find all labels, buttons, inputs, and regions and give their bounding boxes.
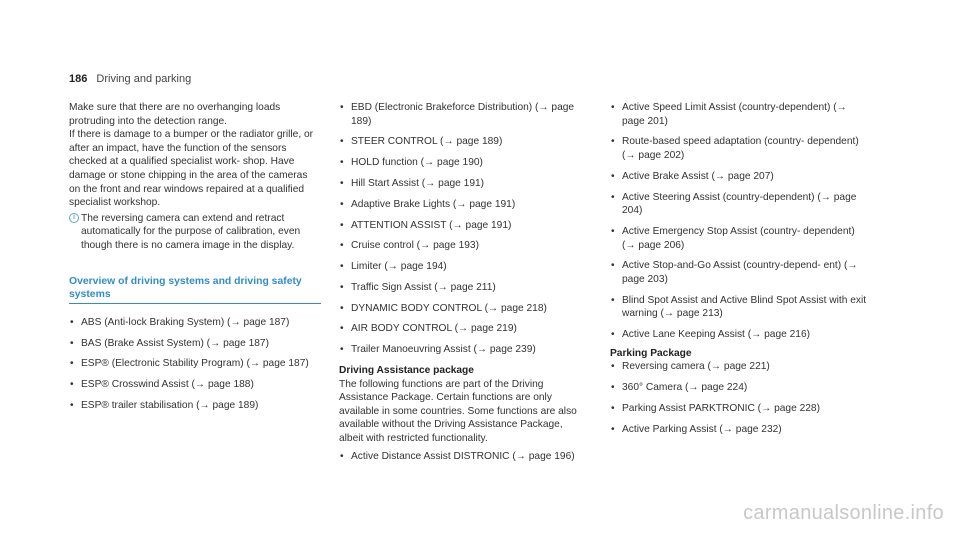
subsection-heading: Driving Assistance package [339,364,474,376]
list-item: • ABS (Anti-lock Braking System) (→ page 187) [69,316,321,330]
list-item: • Traffic Sign Assist (→ page 211) [339,281,587,295]
list-item: • Active Lane Keeping Assist (→ page 216) [610,328,870,342]
list-item: • Reversing camera (→ page 221) [610,360,870,374]
list-item: • HOLD function (→ page 190) [339,156,587,170]
page-number: 186 [69,73,88,85]
list-item: • Active Distance Assist DISTRONIC (→ page 196) [339,450,587,464]
list-item: • Hill Start Assist (→ page 191) [339,177,587,191]
list-item: • Parking Assist PARKTRONIC (→ page 228) [610,402,870,416]
list-item: • Limiter (→ page 194) [339,260,587,274]
section-title: Overview of driving systems and driving safety systems [69,275,321,304]
system-list [339,101,587,357]
list-item: • Active Stop-and-Go Assist (country-depend- ent) (→ page 203) [610,259,870,286]
package-list [339,450,587,464]
subsection-heading: Parking Package [610,347,692,359]
list-item: • AIR BODY CONTROL (→ page 219) [339,322,587,336]
system-list [69,316,321,413]
info-icon: i [69,213,79,223]
list-item: • Trailer Manoeuvring Assist (→ page 239) [339,343,587,357]
note-text: The reversing camera can extend and retract automatically for the purpose of calibration, even though there is no camera image in the display. [81,212,301,251]
list-item: • DYNAMIC BODY CONTROL (→ page 218) [339,302,587,316]
list-item: • Route-based speed adaptation (country- dependent) (→ page 202) [610,135,870,162]
list-item: • BAS (Brake Assist System) (→ page 187) [69,337,321,351]
list-item: • Active Speed Limit Assist (country-dependent) (→ page 201) [610,101,870,128]
list-item: • Active Emergency Stop Assist (country- dependent) (→ page 206) [610,225,870,252]
column-left [69,101,321,420]
note [69,212,321,253]
list-item: • Active Brake Assist (→ page 207) [610,170,870,184]
parking-list [610,360,870,436]
list-item: • Adaptive Brake Lights (→ page 191) [339,198,587,212]
list-item: • ESP® (Electronic Stability Program) (→ page 187) [69,357,321,371]
watermark: carmanualsonline.info [743,502,944,524]
list-item: • Active Steering Assist (country-dependent) (→ page 204) [610,191,870,218]
list-item: • ESP® trailer stabilisation (→ page 189) [69,399,321,413]
list-item: • EBD (Electronic Brakeforce Distribution) (→ page 189) [339,101,587,128]
paragraph: If there is damage to a bumper or the radiator grille, or after an impact, have the function of the sensors checked at a qualified specialist work- shop. Have damage or stone chipping in the area of the cameras on the front and rear windows repaired at a qualified specialist workshop. [69,129,314,209]
paragraph: The following functions are part of the Driving Assistance Package. Certain functions are only available in some countries. Some functions are also available without the Driving Assistance Package, albeit with restricted functionality. [339,378,577,444]
chapter-title: Driving and parking [96,73,192,85]
column-middle [339,101,587,470]
column-right [610,101,870,444]
list-item: • 360° Camera (→ page 224) [610,381,870,395]
paragraph: Make sure that there are no overhanging loads protruding into the detection range. [69,102,281,127]
list-item: • Blind Spot Assist and Active Blind Spot Assist with exit warning (→ page 213) [610,294,870,321]
list-item: • ATTENTION ASSIST (→ page 191) [339,219,587,233]
list-item: • STEER CONTROL (→ page 189) [339,135,587,149]
list-item: • Active Parking Assist (→ page 232) [610,423,870,437]
list-item: • Cruise control (→ page 193) [339,239,587,253]
system-list [610,101,870,342]
list-item: • ESP® Crosswind Assist (→ page 188) [69,378,321,392]
page-header [69,73,191,85]
